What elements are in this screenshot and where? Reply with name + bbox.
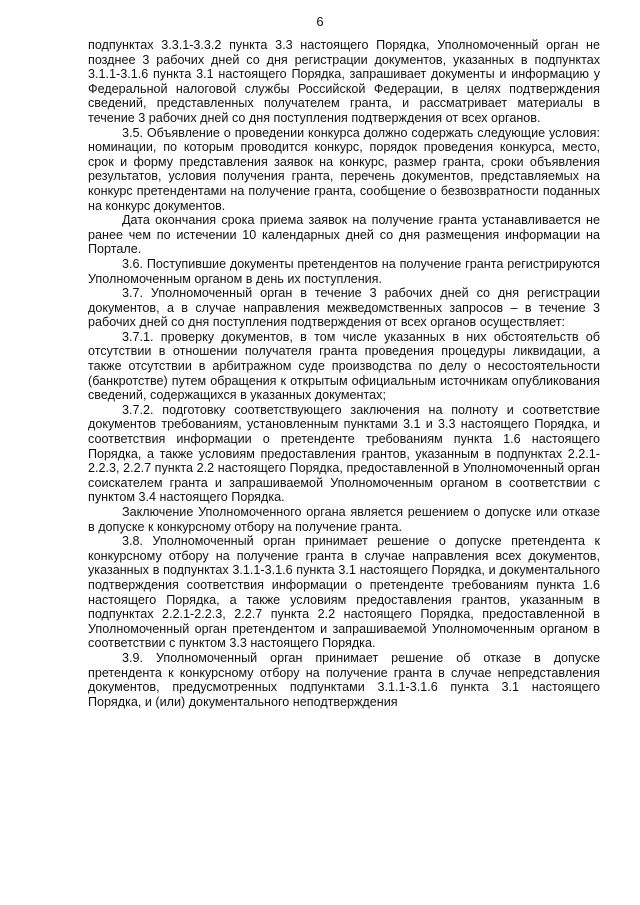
paragraph-3-9: 3.9. Уполномоченный орган принимает решение об отказе в допуске претендента к конкурсному отбору на получение гранта в случае непредставления документов, предусмотренных подпунктами 3.1.1-3.1.6 пункта 3.1 настоящего Порядка, и (или) документального неподтверждения: [88, 650, 600, 709]
paragraph-deadline: Дата окончания срока приема заявок на получение гранта устанавливается не ранее чем по истечении 10 календарных дней со дня размещения информации на Портале.: [88, 213, 600, 257]
paragraph-3-7-2: 3.7.2. подготовку соответствующего заключения на полноту и соответствие документов требованиям, установленным пунктами 3.1 и 3.3 настоящего Порядка, и соответствия информации о претенденте требованиям пункта 1.6 настоящего Порядка, а также условиям предоставления грантов, указанным в подпунктах 2.2.1-2.2.3, 2.2.7 пункта 2.2 настоящего Порядка, предоставленной в Уполномоченный орган соискателем гранта и запрашиваемой Уполномоченным органом в соответствии с пунктом 3.4 настоящего Порядка.: [88, 402, 600, 505]
paragraph-3-7: 3.7. Уполномоченный орган в течение 3 рабочих дней со дня регистрации документов, а в случае направления межведомственных запросов – в течение 3 рабочих дней со дня поступления подтверждения от всех органов осуществляет:: [88, 286, 600, 330]
paragraph-3-5: 3.5. Объявление о проведении конкурса должно содержать следующие условия: номинации, по которым проводится конкурс, порядок проведения конкурса, место, срок и форму представления заявок на конкурс, размер гранта, сроки объявления результатов, условия получения гранта, перечень документов, представляемых на конкурс претендентами на получение гранта, сообщение о безвозвратности поданных на конкурс документов.: [88, 125, 600, 213]
paragraph-continuation: подпунктах 3.3.1-3.3.2 пункта 3.3 настоящего Порядка, Уполномоченный орган не позднее 3 рабочих дней со дня регистрации документов, указанных в подпунктах 3.1.1-3.1.6 пункта 3.1 настоящего Порядка, запрашивает документы и информацию у Федеральной налоговой службы Российской Федерации, в целях подтверждения сведений, представленных получателем гранта, и рассматривает материалы в течение 3 рабочих дней со дня поступления подтверждения от всех органов.: [88, 38, 600, 125]
paragraph-conclusion: Заключение Уполномоченного органа является решением о допуске или отказе в допуске к конкурсному отбору на получение гранта.: [88, 505, 600, 534]
page-number: 6: [316, 14, 324, 29]
paragraph-3-7-1: 3.7.1. проверку документов, в том числе указанных в них обстоятельств об отсутствии в отношении получателя гранта проведения процедуры ликвидации, а также отсутствии в арбитражном суде производства по делу о несостоятельности (банкротстве) путем обращения к открытым официальным источникам опубликования сведений, содержащихся в указанных документах;: [88, 329, 600, 403]
document-body: [88, 38, 600, 709]
paragraph-3-8: 3.8. Уполномоченный орган принимает решение о допуске претендента к конкурсному отбору на получение гранта в случае направления всех документов, указанных в подпунктах 3.1.1-3.1.6 пункта 3.1 настоящего Порядка, и документального подтверждения соответствия информации о претенденте требованиям пункта 1.6 настоящего Порядка, а также условиям предоставления грантов, указанным в подпунктах 2.2.1-2.2.3, 2.2.7 пункта 2.2 настоящего Порядка, предоставленной в Уполномоченный орган претендентом и запрашиваемой Уполномоченным органом в соответствии с пунктом 3.3 настоящего Порядка.: [88, 534, 600, 651]
paragraph-3-6: 3.6. Поступившие документы претендентов на получение гранта регистрируются Уполномоченным органом в день их поступления.: [88, 256, 600, 286]
